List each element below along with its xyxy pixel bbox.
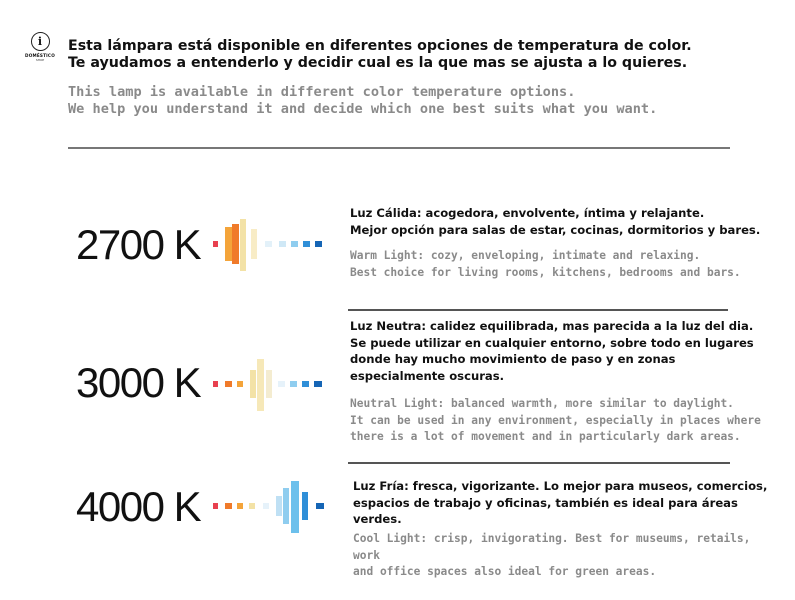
spectrum-bar [316,503,324,509]
spectrum-bar [302,381,309,387]
cool-description-en [353,531,783,581]
spectrum-bar [232,224,239,264]
cool-description-es [353,478,773,528]
intro-english [68,84,788,117]
spectrum-bar [314,381,322,387]
section-divider [348,309,728,311]
spectrum-bar [278,381,285,387]
desc-line: Luz Fría: fresca, vigorizante. Lo mejor para museos, comercios, [353,479,768,493]
desc-line: verdes. [353,512,402,526]
spectrum-bar [276,496,282,516]
intro-spanish [68,38,788,72]
warm-description-es [350,205,770,238]
warm-spectrum-icon [210,216,340,272]
spectrum-bar [225,503,232,509]
logo-sub: SHOP [35,58,45,62]
desc-line: Luz Cálida: acogedora, envolvente, íntima y relajante. [350,206,705,220]
desc-line: Cool Light: crisp, invigorating. Best for museums, retails, work [353,532,751,562]
intro-es-line-1: Esta lámpara está disponible en diferentes opciones de temperatura de color. [68,38,692,54]
desc-line: Warm Light: cozy, enveloping, intimate and relaxing. [350,249,701,262]
neutral-description-en [350,396,780,446]
intro-es-line-2: Te ayudamos a entenderlo y decidir cual es la que mas se ajusta a lo quieres. [68,55,688,71]
desc-line: It can be used in any environment, especially in places where [350,413,761,427]
spectrum-bar [263,503,269,509]
desc-line: there is a lot of movement and in particularly dark areas. [350,430,741,443]
spectrum-bar [291,481,299,533]
desc-line: and office spaces also ideal for green areas. [353,565,657,578]
spectrum-bar [251,229,257,259]
neutral-spectrum-icon [210,356,340,412]
spectrum-bar [303,241,310,247]
temperature-2700: 2700 K [76,221,201,268]
spectrum-bar [237,503,243,509]
spectrum-bar [213,381,218,387]
spectrum-bar [213,241,218,247]
spectrum-bar [265,241,272,247]
spectrum-bar [237,381,243,387]
desc-line: Se puede utilizar en cualquier entorno, sobre todo en lugares [350,335,754,350]
spectrum-bar [250,370,256,398]
neutral-description-es [350,318,770,384]
desc-line: Mejor opción para salas de estar, cocinas, dormitorios y bares. [350,222,761,237]
spectrum-bar [225,381,232,387]
brand-logo [22,32,58,62]
temperature-4000: 4000 K [76,483,201,530]
section-divider [348,462,730,464]
cool-spectrum-icon [210,478,340,534]
desc-line: Best choice for living rooms, kitchens, bedrooms and bars. [350,265,741,279]
spectrum-bar [225,227,232,261]
spectrum-bar [302,492,308,520]
spectrum-bar [283,488,289,524]
spectrum-bar [213,503,218,509]
spectrum-bar [266,370,272,398]
desc-line: espacios de trabajo y oficinas, también es ideal para áreas [353,495,738,510]
spectrum-bar [290,381,297,387]
spectrum-bar [315,241,322,247]
desc-line: Neutral Light: balanced warmth, more similar to daylight. [350,397,734,410]
spectrum-bar [291,241,298,247]
intro-en-line-1: This lamp is available in different color temperature options. [68,84,576,100]
temperature-3000: 3000 K [76,359,201,406]
spectrum-bar [279,241,286,247]
spectrum-bar [257,359,264,411]
intro-en-line-2: We help you understand it and decide which one best suits what you want. [68,100,658,117]
desc-line: Luz Neutra: calidez equilibrada, mas parecida a la luz del dia. [350,319,754,333]
desc-line: especialmente oscuras. [350,368,505,383]
main-divider [68,147,730,149]
warm-description-en [350,248,780,281]
logo-name: DOMÉSTICO [25,53,55,58]
desc-line: donde hay mucho movimiento de paso y en zonas [350,352,676,366]
spectrum-bar [240,219,246,271]
spectrum-bar [249,503,255,509]
info-icon: i [31,32,50,51]
